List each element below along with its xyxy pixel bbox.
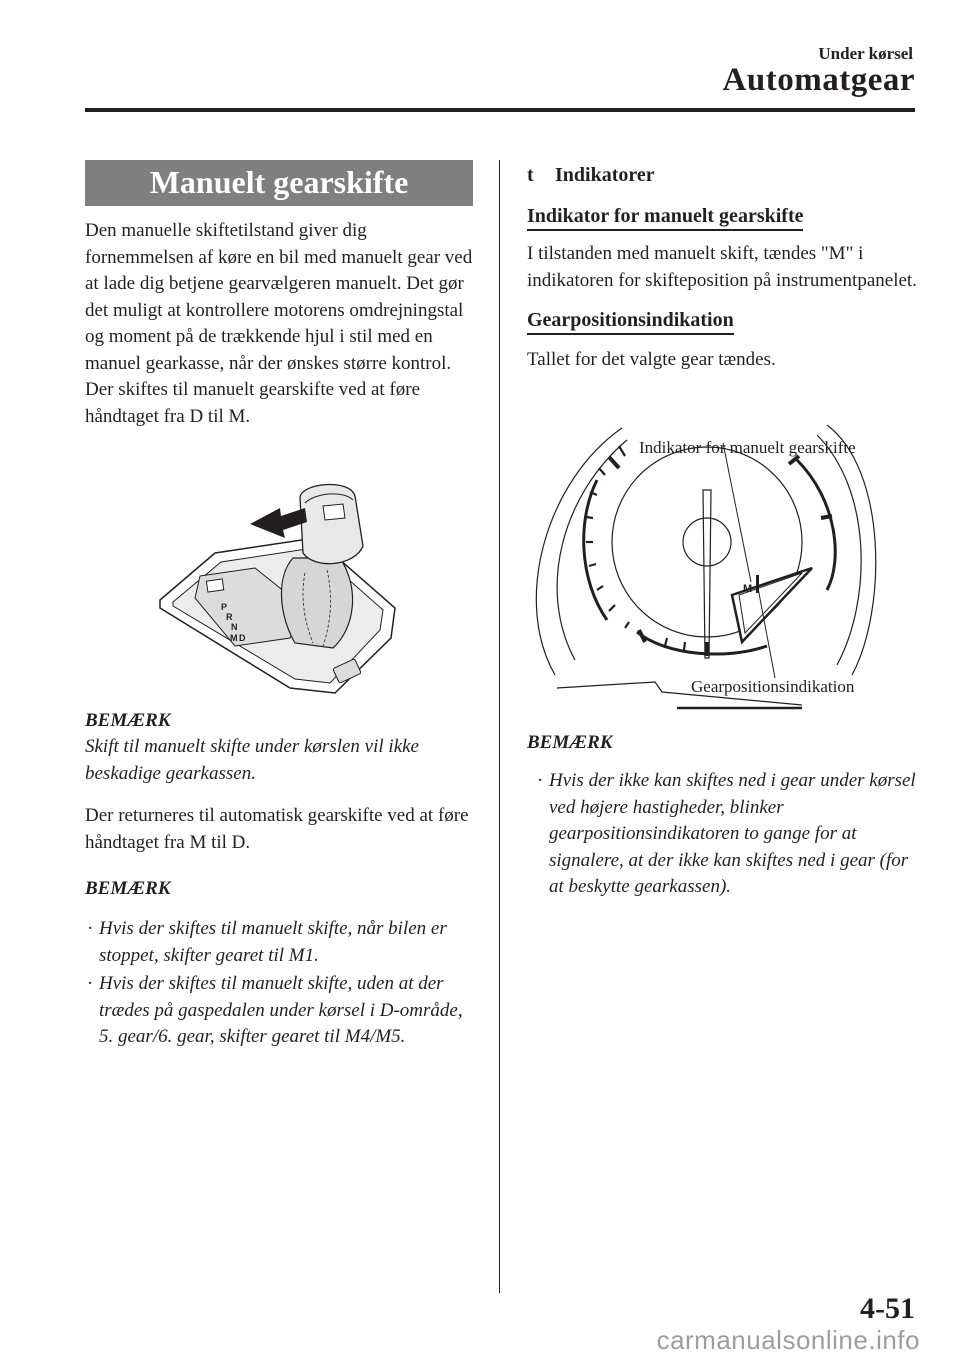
gate-label-n: N: [231, 622, 238, 632]
subheading-gear-position: Gearpositionsindikation: [527, 308, 734, 335]
note-text-1: Skift til manuelt skifte under kørslen vil ikke beskadige gearkassen.: [85, 736, 419, 784]
gate-label-p: P: [221, 602, 228, 612]
watermark: carmanualsonline.info: [656, 1325, 920, 1355]
section-marker-icon: t: [527, 164, 534, 186]
intro-paragraph: Den manuelle skiftetilstand giver dig fornemmelsen af køre en bil med manuelt gear ved at lade dig betjene gearvælgeren manuelt. Det gør det muligt at kontrollere motorens omdrejningstal og moment på de trækkende hjul i stil med en manuel gearkasse, når der ønskes større kontrol. Der skiftes til manuelt gearskifte ved at føre håndtaget fra D til M.: [85, 220, 473, 427]
running-header-chapter: Automatgear: [722, 62, 915, 98]
right-note-heading: BEMÆRK: [527, 732, 613, 753]
gate-label-r: R: [226, 612, 233, 622]
right-note: [527, 730, 917, 901]
gear-lever-drawing: [155, 478, 405, 703]
manual-indicator-text: I tilstanden med manuelt skift, tændes "M" i indikatoren for skifteposition på instrumentpanelet.: [527, 243, 917, 291]
column-divider: [499, 160, 500, 1293]
subheading-manual-indicator: Indikator for manuelt gearskifte: [527, 204, 803, 231]
gear-lever-illustration: [155, 478, 405, 703]
note-bullet: · Hvis der skiftes til manuelt skifte, når bilen er stoppet, skifter gearet til M1.: [87, 918, 447, 966]
running-header-section: Under kørsel: [818, 44, 913, 63]
gauge-m-indicator: M: [743, 583, 753, 595]
note-heading-2: BEMÆRK: [85, 878, 171, 899]
callout-gear-position: Gearpositionsindikation: [691, 677, 855, 696]
note-bullet-text: Hvis der skiftes til manuelt skifte, uden at der trædes på gaspedalen under kørsel i D-område, 5. gear/6. gear, skifter gearet til M4/M5.: [99, 973, 463, 1047]
right-note-bullet: · Hvis der ikke kan skiftes ned i gear under kørsel ved højere hastigheder, blinker gearpositionsindikatoren to gange for at signalere, at der ikke kan skiftes ned i gear (for at beskytte gearkassen).: [537, 770, 916, 897]
gate-label-d: D: [239, 633, 246, 643]
return-paragraph: Der returneres til automatisk gearskifte ved at føre håndtaget fra M til D.: [85, 805, 469, 853]
gauge-illustration: [527, 420, 917, 720]
left-column: [85, 160, 473, 1047]
header-rule: [85, 108, 915, 112]
indicators-heading: [527, 162, 917, 188]
note-bullet: · Hvis der skiftes til manuelt skifte, uden at der trædes på gaspedalen under kørsel i D-område, 5. gear/6. gear, skifter gearet til M4/M5.: [87, 973, 463, 1047]
gear-position-text: Tallet for det valgte gear tændes.: [527, 349, 776, 370]
section-title: Manuelt gearskifte: [85, 160, 473, 206]
gate-label-m: M: [230, 633, 238, 643]
callout-manual-indicator: Indikator for manuelt gearskifte: [639, 438, 856, 457]
note-heading-1: BEMÆRK: [85, 710, 171, 731]
indicators-title: Indikatorer: [555, 164, 655, 186]
right-column: [527, 160, 917, 374]
note-bullet-text: Hvis der skiftes til manuelt skifte, når bilen er stoppet, skifter gearet til M1.: [99, 918, 447, 966]
page-number: 4-51: [860, 1292, 915, 1325]
gauge-drawing: [527, 420, 917, 720]
right-note-bullet-text: Hvis der ikke kan skiftes ned i gear under kørsel ved højere hastigheder, blinker gearpositionsindikatoren to gange for at signalere, at der ikke kan skiftes ned i gear (for at beskytte gearkassen).: [549, 770, 916, 897]
